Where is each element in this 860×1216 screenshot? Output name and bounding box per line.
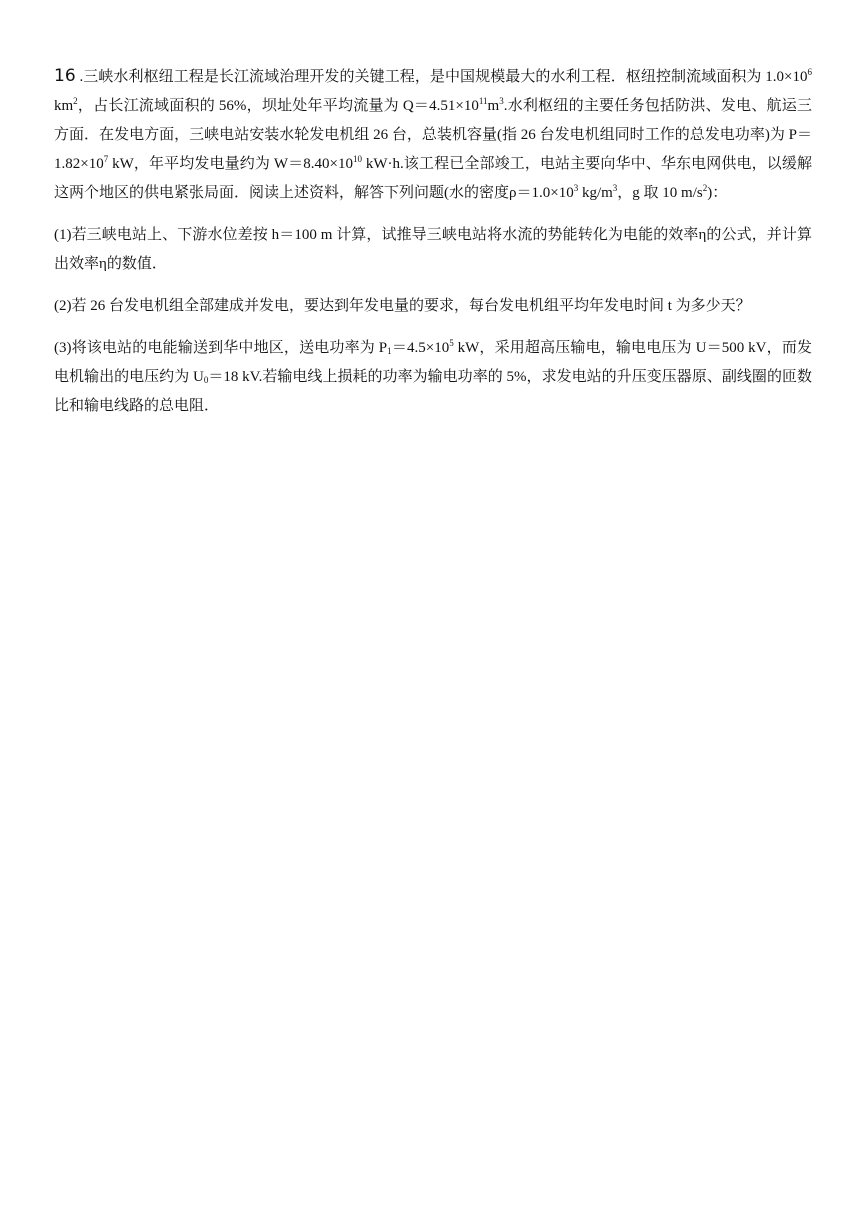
question-number: 16 [54,66,76,86]
stem-superscript: 3 [612,183,618,193]
question-16 [54,62,812,421]
part3-text: ＝4.5×10 [391,340,450,356]
stem-text: ，g 取 10 m/s [617,185,703,201]
question-part-2: (2)若 26 台发电机组全部建成并发电，要达到年发电量的要求，每台发电机组平均年发电时间 t 为多少天？ [54,298,751,314]
stem-text: kW，年平均发电量约为 W＝8.40×10 [108,156,353,172]
stem-text: kg/m [578,185,613,201]
stem-superscript: 6 [807,67,812,77]
stem-text: .水利枢纽的主要任务包括防洪、发电、航运三方面．在发电方面，三峡电站安装水轮发电机组 26 台，总装机容量(指 26 台发电机组同时工作的总发电功率)为 P＝1.82×10 [54,98,812,172]
part3-subscript: 0 [203,375,209,385]
stem-superscript: 10 [352,154,362,164]
stem-text: )： [707,185,728,201]
stem-superscript: 11 [478,96,488,106]
question-part-1: (1)若三峡电站上、下游水位差按 h＝100 m 计算，试推导三峡电站将水流的势能转化为电能的效率η的公式，并计算出效率η的数值． [54,227,812,272]
part3-superscript: 5 [449,338,454,348]
stem-superscript: 3 [499,96,504,106]
part3-text: ＝18 kV.若输电线上损耗的功率为输电功率的 5%，求发电站的升压变压器原、副线圈的匝数比和输电线路的总电阻． [54,369,812,414]
stem-text: kW·h.该工程已全部竣工，电站主要向华中、华东电网供电，以缓解这两个地区的供电紧张局面．阅读上述资料，解答下列问题(水的密度ρ＝1.0×10 [54,156,813,201]
question-part-3 [54,334,812,421]
stem-text: km [54,98,74,114]
stem-superscript: 7 [103,154,109,164]
stem-superscript: 3 [573,183,579,193]
stem-text: ，占长江流域面积的 56%，坝址处年平均流量为 Q＝4.51×10 [77,98,479,114]
stem-text: m [487,98,500,114]
part3-text: kW，采用超高压输电，输电电压为 U＝500 kV，而发电机输出的电压约为 U [54,340,813,385]
stem-superscript: 2 [73,96,78,106]
stem-superscript: 2 [702,183,708,193]
question-stem [54,62,812,208]
part3-text: (3)将该电站的电能输送到华中地区，送电功率为 P [54,340,388,356]
part3-subscript: 1 [387,346,392,356]
stem-text: .三峡水利枢纽工程是长江流域治理开发的关键工程，是中国规模最大的水利工程．枢纽控制流域面积为 1.0×10 [75,69,808,85]
